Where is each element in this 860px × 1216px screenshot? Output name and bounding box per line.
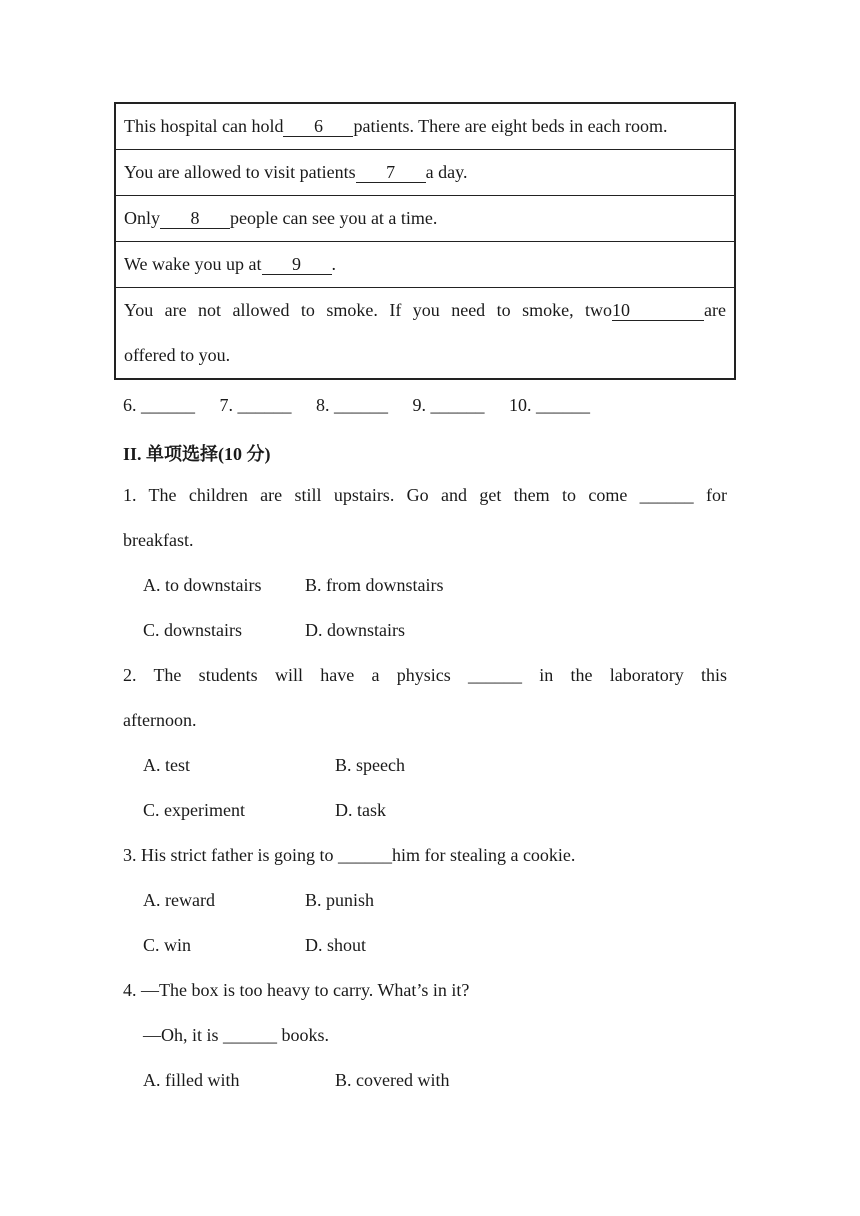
option: C. win [143,935,192,955]
row-text: You are not allowed to smoke. If you need to smoke, two [124,300,613,320]
answer-slot: 7. ______ [219,395,292,415]
question-text: 1. The children are still upstairs. Go and get them to come ______ for [123,485,727,505]
row-line [124,288,726,333]
option: A. reward [143,890,215,910]
row-text: You are allowed to visit patients [124,162,356,182]
table-cell [115,242,735,288]
row-text: . [331,254,337,274]
option: B. speech [335,755,405,775]
answer-blank: 10 [612,300,704,321]
table-row [115,196,735,242]
row-text: We wake you up at [124,254,262,274]
row-text: a day. [425,162,468,182]
question-text: afternoon. [123,710,197,730]
table-row [115,103,735,150]
answer-slot: 10. ______ [509,395,590,415]
table-cell [115,196,735,242]
table-cell [115,288,735,380]
table-row [115,150,735,196]
answer-blank: 9 [262,254,332,275]
row-line: offered to you. [124,345,231,365]
option: D. downstairs [305,620,405,640]
question-text: breakfast. [123,530,194,550]
answer-line [123,395,610,416]
option: A. filled with [143,1070,240,1090]
table-row [115,288,735,380]
question-text: 3. His strict father is going to ______him for stealing a cookie. [123,845,576,865]
row-text: are [704,300,726,320]
question-text: 2. The students will have a physics ______ in the laboratory this [123,665,727,685]
option: D. shout [305,935,367,955]
answer-slot: 8. ______ [316,395,388,415]
option: C. downstairs [143,620,242,640]
row-text: This hospital can hold [124,116,284,136]
option: A. to downstairs [143,575,262,595]
option: B. from downstairs [305,575,444,595]
answer-slot: 9. ______ [412,395,485,415]
question-text: 4. —The box is too heavy to carry. What’s in it? [123,980,470,1000]
row-text: patients. There are eight beds in each room. [353,116,668,136]
table-cell [115,103,735,150]
option: B. covered with [335,1070,450,1090]
answer-blank: 6 [283,116,353,137]
option: D. task [335,800,386,820]
row-text: Only [124,208,160,228]
table-cell [115,150,735,196]
answer-blank: 8 [160,208,230,229]
section-heading: II. 单项选择(10 分) [123,444,271,464]
row-text: people can see you at a time. [230,208,438,228]
option: C. experiment [143,800,245,820]
table-row [115,242,735,288]
question-text: —Oh, it is ______ books. [143,1025,330,1045]
option: A. test [143,755,190,775]
answer-blank: 7 [356,162,426,183]
option: B. punish [305,890,375,910]
answer-slot: 6. ______ [123,395,195,415]
fill-in-table [114,102,736,380]
